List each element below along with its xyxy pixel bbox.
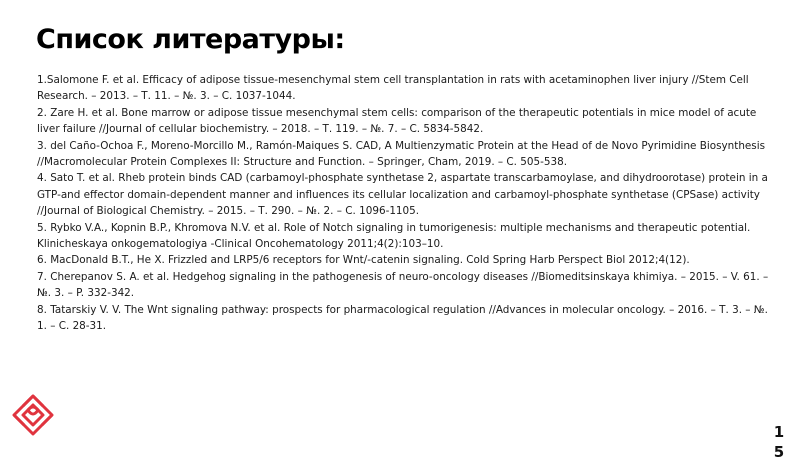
- reference-item: 8. Tatarskiy V. V. The Wnt signaling pathway: prospects for pharmacological regulation //Advances in molecular oncology. – 2016. – Т. 3. – №. 1. – С. 28-31.: [37, 303, 768, 333]
- reference-item: 2. Zare H. et al. Bone marrow or adipose tissue mesenchymal stem cells: comparison of the therapeutic potentials in mice model of acute liver failure //Journal of cellular biochemistry. – 2018. – Т. 119. – №. 7. – С. 5834-5842.: [37, 106, 757, 136]
- reference-item: 4. Sato T. et al. Rheb protein binds CAD (carbamoyl-phosphate synthetase 2, aspartate transcarbamoylase, and dihydroorotase) protein in a GTP-and effector domain-dependent manner and influences its cellular localization and carbamoyl-phosphate synthetase (CPSase) activity //Journal of Biological Chemistry. – 2015. – Т. 290. – №. 2. – С. 1096-1105.: [37, 172, 768, 218]
- page-number: 15: [773, 423, 785, 461]
- reference-item: 5. Rybko V.A., Kopnin B.P., Khromova N.V. et al. Role of Notch signaling in tumorigenesis: multiple mechanisms and therapeutic potential. Klinicheskaya onkogematologiya -Clinical Oncohematology 2011;4(2):103–10.: [37, 221, 751, 251]
- reference-item: 6. MacDonald B.T., He X. Frizzled and LRP5/6 receptors for Wnt/-catenin signaling. Cold Spring Harb Perspect Biol 2012;4(12).: [37, 254, 690, 267]
- reference-item: 7. Cherepanov S. A. et al. Hedgehog signaling in the pathogenesis of neuro-oncology diseases //Biomeditsinskaya khimiya. – 2015. – V. 61. – №. 3. – P. 332-342.: [37, 270, 769, 300]
- heart-knot-logo-icon: [10, 392, 56, 438]
- reference-item: 3. del Caño-Ochoa F., Moreno-Morcillo M., Ramón-Maiques S. CAD, A Multienzymatic Protein at the Head of de Novo Pyrimidine Biosynthesis //Macromolecular Protein Complexes II: Structure and Function. – Springer, Cham, 2019. – С. 505-538.: [37, 139, 766, 169]
- reference-item: 1.Salomone F. et al. Efficacy of adipose tissue-mesenchymal stem cell transplantation in rats with acetaminophen liver injury //Stem Cell Research. – 2013. – Т. 11. – №. 3. – С. 1037-1044.: [37, 74, 749, 103]
- slide-title: Список литературы:: [36, 24, 345, 55]
- reference-list: [37, 72, 772, 335]
